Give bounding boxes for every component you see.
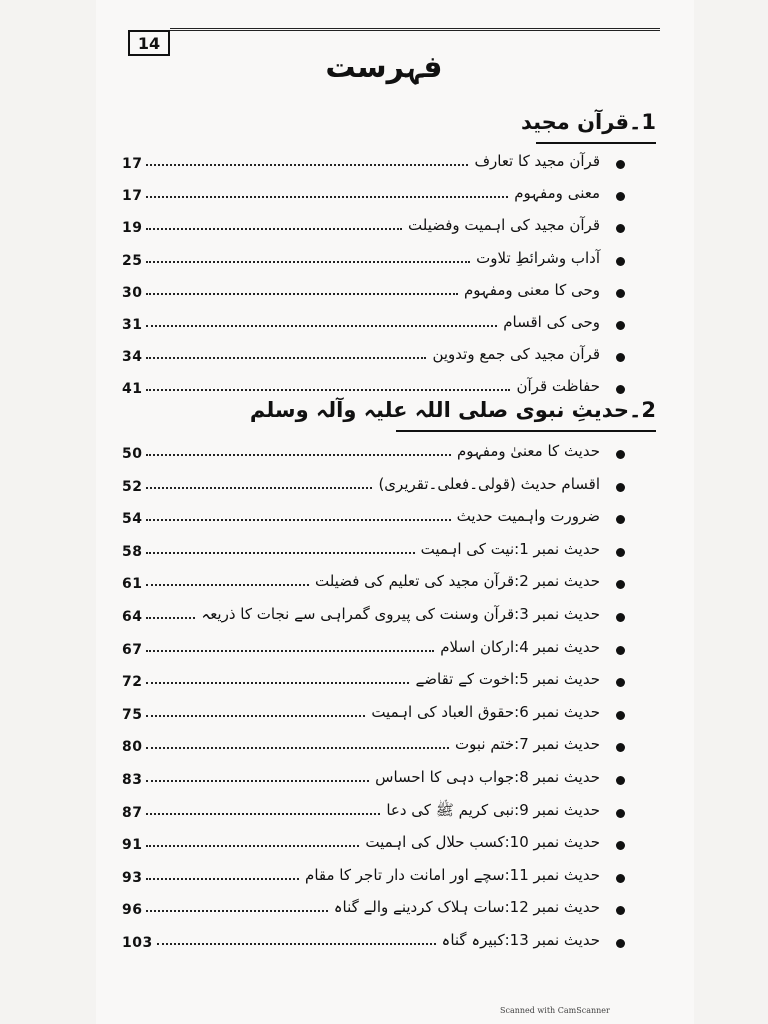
toc-entry-title: حدیث نمبر 7:ختم نبوت: [455, 735, 600, 754]
toc-entry-title: حدیث نمبر 8:جواب دہی کا احساس: [375, 768, 600, 786]
leader-dots: [146, 293, 458, 295]
toc-page-number: 58: [122, 543, 143, 560]
page-title: فہرست: [325, 50, 443, 85]
toc-row[interactable]: [0, 866, 768, 894]
toc-row[interactable]: [0, 540, 768, 568]
leader-dots: [146, 650, 434, 652]
toc-entry-title: حدیث نمبر 2:قرآن مجید کی تعلیم کی فضیلت: [314, 572, 600, 591]
toc-row[interactable]: [0, 768, 768, 796]
toc-row[interactable]: [0, 605, 768, 633]
bullet-icon: [616, 483, 625, 492]
leader-dots: [146, 454, 451, 456]
bullet-icon: [616, 353, 625, 362]
toc-entry-title: حدیث نمبر 5:اخوت کے تقاضے: [415, 670, 600, 689]
toc-page-number: 80: [122, 739, 143, 756]
toc-entry-title: قرآن مجید کی جمع وتدوین: [432, 345, 600, 364]
section-underline: [396, 430, 656, 432]
toc-entry-title: حدیث نمبر 13:کبیرہ گناہ: [441, 931, 600, 949]
bullet-icon: [616, 874, 625, 883]
toc-row[interactable]: [0, 931, 768, 959]
toc-page-number: 72: [122, 674, 143, 691]
bullet-icon: [616, 906, 625, 915]
toc-row[interactable]: [0, 216, 768, 244]
toc-page-number: 103: [122, 935, 153, 951]
leader-dots: [146, 747, 449, 749]
toc-entry-title: حدیث نمبر 3:قرآن وسنت کی پیروی گمراہی سے نجات کا ذریعہ: [201, 605, 600, 623]
bullet-icon: [616, 776, 625, 785]
leader-dots: [146, 910, 328, 912]
bullet-icon: [616, 580, 625, 589]
leader-dots: [146, 682, 409, 684]
bullet-icon: [616, 841, 625, 850]
leader-dots: [146, 617, 195, 619]
toc-entry-title: حدیث نمبر 4:ارکان اسلام: [440, 637, 600, 656]
toc-page-number: 96: [122, 902, 143, 919]
toc-row[interactable]: [0, 281, 768, 309]
leader-dots: [146, 196, 508, 198]
toc-row[interactable]: [0, 184, 768, 212]
bullet-icon: [616, 548, 625, 557]
toc-row[interactable]: [0, 638, 768, 666]
toc-entry-title: ضرورت واہمیت حدیث: [456, 507, 600, 526]
toc-entry-title: قرآن مجید کی اہمیت وفضیلت: [408, 216, 600, 235]
toc-page-number: 34: [122, 349, 143, 366]
toc-row[interactable]: [0, 507, 768, 535]
leader-dots: [146, 715, 365, 717]
page-number: 14: [128, 30, 170, 56]
toc-page-number: 83: [122, 772, 143, 788]
toc-page-number: 25: [122, 252, 143, 269]
bullet-icon: [616, 321, 625, 330]
toc-entry-title: حدیث نمبر 12:سات ہلاک کردینے والے گناہ: [333, 898, 600, 917]
toc-row[interactable]: [0, 735, 768, 763]
section-heading: 2۔حدیثِ نبوی صلی اللہ علیہ وآلہ وسلم: [249, 398, 656, 422]
leader-dots: [146, 878, 299, 880]
toc-row[interactable]: [0, 345, 768, 373]
toc-row[interactable]: [0, 313, 768, 341]
toc-row[interactable]: [0, 801, 768, 829]
bullet-icon: [616, 515, 625, 524]
bullet-icon: [616, 224, 625, 233]
toc-entry-title: حدیث نمبر 10:کسب حلال کی اہمیت: [365, 833, 600, 852]
leader-dots: [146, 389, 510, 391]
leader-dots: [146, 261, 470, 263]
bullet-icon: [616, 678, 625, 687]
toc-page-number: 61: [122, 576, 143, 593]
toc-entry-title: حفاظت قرآن: [516, 377, 600, 396]
bullet-icon: [616, 257, 625, 266]
bullet-icon: [616, 939, 625, 948]
leader-dots: [146, 845, 359, 847]
toc-entry-title: قرآن مجید کا تعارف: [474, 152, 600, 170]
toc-row[interactable]: [0, 249, 768, 277]
section-heading: 1۔قرآن مجید: [520, 110, 656, 134]
toc-entry-title: اقسام حدیث (قولی۔فعلی۔تقریری): [378, 474, 600, 493]
bullet-icon: [616, 385, 625, 394]
toc-page-number: 30: [122, 284, 143, 301]
toc-row[interactable]: [0, 475, 768, 503]
leader-dots: [146, 584, 309, 586]
section-underline: [536, 142, 656, 144]
toc-page-number: 52: [122, 478, 143, 495]
scanner-watermark: Scanned with CamScanner: [500, 1006, 610, 1015]
toc-row[interactable]: [0, 572, 768, 600]
toc-entry-title: وحی کی اقسام: [503, 313, 600, 331]
toc-page-number: 64: [122, 609, 143, 625]
leader-dots: [146, 519, 451, 521]
top-rule: [170, 28, 660, 31]
leader-dots: [146, 780, 369, 782]
toc-entry-title: حدیث کا معنیٰ ومفہوم: [456, 442, 600, 460]
toc-page-number: 75: [122, 706, 143, 723]
toc-entry-title: آداب وشرائطِ تلاوت: [476, 248, 600, 267]
toc-page-number: 87: [122, 804, 143, 821]
toc-entry-title: معنی ومفہوم: [514, 184, 600, 203]
bullet-icon: [616, 646, 625, 655]
leader-dots: [146, 325, 497, 327]
toc-page-number: 93: [122, 869, 143, 886]
toc-page-number: 31: [122, 317, 143, 333]
toc-page-number: 91: [122, 837, 143, 854]
toc-entry-title: حدیث نمبر 1:نیت کی اہمیت: [420, 539, 600, 558]
leader-dots: [146, 164, 468, 166]
bullet-icon: [616, 160, 625, 169]
toc-page-number: 17: [122, 156, 143, 172]
bullet-icon: [616, 613, 625, 622]
bullet-icon: [616, 192, 625, 201]
bullet-icon: [616, 289, 625, 298]
toc-row[interactable]: [0, 833, 768, 861]
toc-page-number: 19: [122, 220, 143, 237]
toc-entry-title: حدیث نمبر 11:سچے اور امانت دار تاجر کا مقام: [305, 865, 600, 884]
toc-row[interactable]: [0, 898, 768, 926]
leader-dots: [146, 357, 426, 359]
bullet-icon: [616, 743, 625, 752]
toc-entry-title: وحی کا معنی ومفہوم: [463, 280, 600, 299]
leader-dots: [146, 487, 372, 489]
bullet-icon: [616, 809, 625, 818]
bullet-icon: [616, 711, 625, 720]
bullet-icon: [616, 450, 625, 459]
toc-row[interactable]: [0, 152, 768, 180]
toc-page-number: 41: [122, 381, 143, 398]
toc-page-number: 50: [122, 446, 143, 462]
leader-dots: [146, 228, 402, 230]
toc-row[interactable]: [0, 670, 768, 698]
toc-entry-title: حدیث نمبر 6:حقوق العباد کی اہمیت: [371, 702, 600, 721]
toc-row[interactable]: [0, 442, 768, 470]
leader-dots: [157, 943, 436, 945]
leader-dots: [146, 813, 380, 815]
toc-row[interactable]: [0, 703, 768, 731]
leader-dots: [146, 552, 415, 554]
toc-page-number: 67: [122, 641, 143, 658]
toc-page-number: 54: [122, 511, 143, 528]
toc-page-number: 17: [122, 188, 143, 205]
toc-entry-title: حدیث نمبر 9:نبی کریم ﷺ کی دعا: [386, 800, 600, 819]
